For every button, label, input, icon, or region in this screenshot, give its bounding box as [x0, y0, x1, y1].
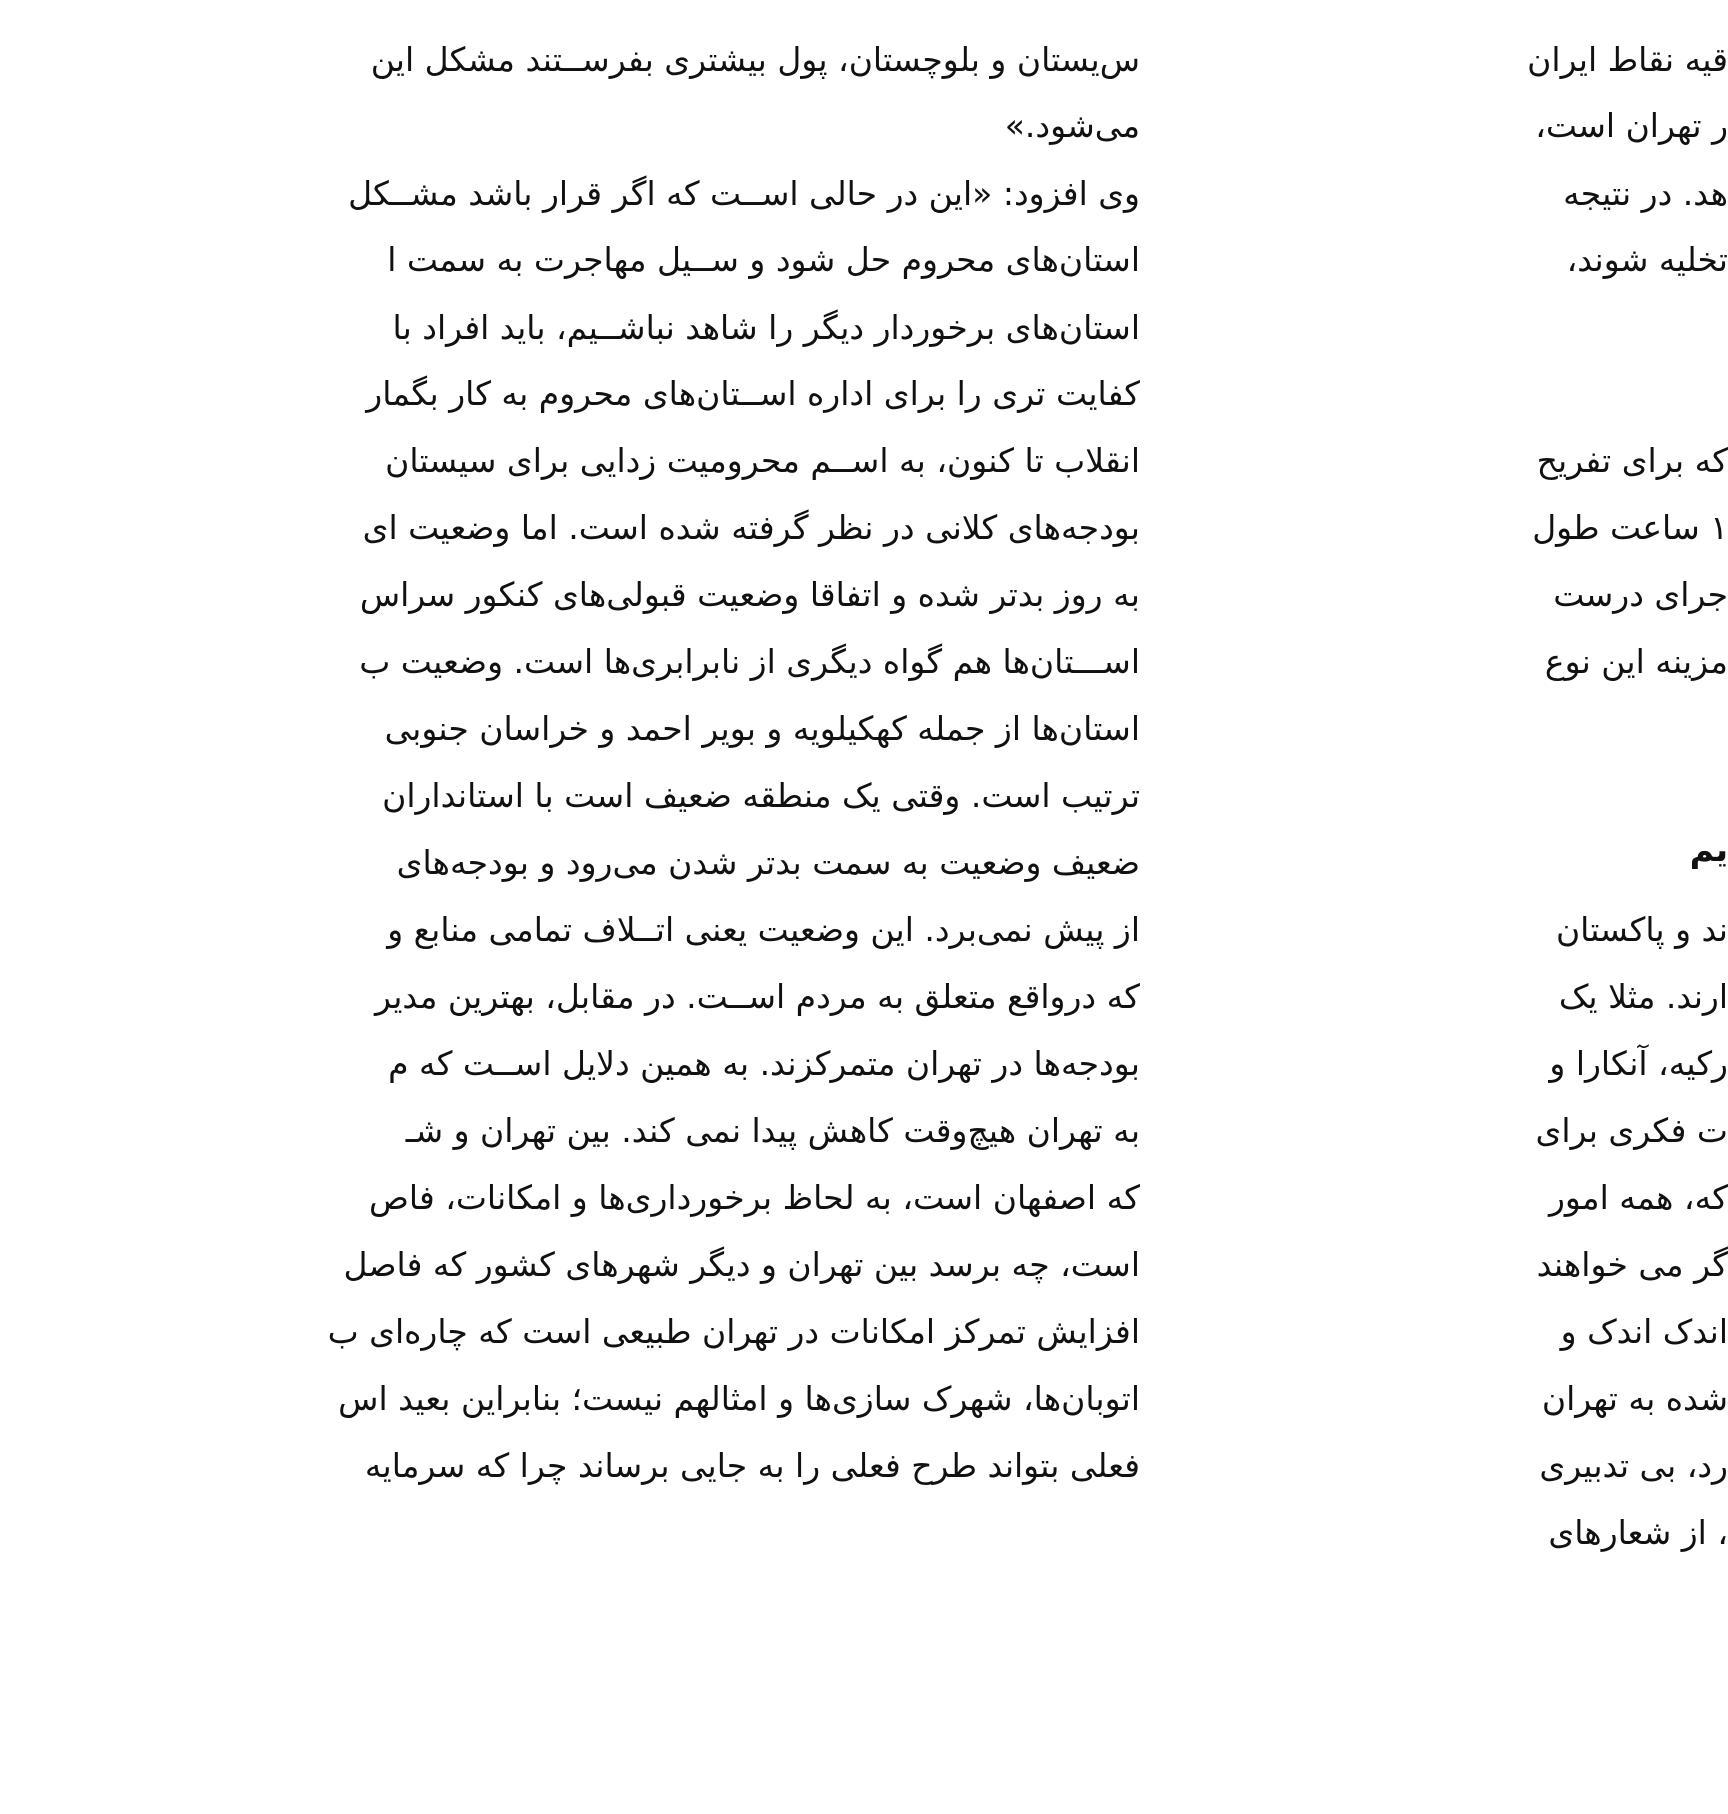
text-line: استان‌ها از جمله کهکیلویه و بویر احمد و خراسان جنوبی [384, 709, 1140, 748]
text-line: افزایش تمرکز امکانات در تهران طبیعی است که چاره‌ای ب [327, 1312, 1140, 1351]
text-line: اتوبان‌ها، شهرک سازی‌ها و امثالهم نیست؛ بنابراین بعید اس [338, 1379, 1140, 1418]
text-line: ضعیف وضعیت به سمت بدتر شدن می‌رود و بودجه‌های [396, 843, 1140, 882]
text-line: که درواقع متعلق به مردم اســت. در مقابل، بهترین مدیر [375, 977, 1140, 1016]
text-line: است، چه برسد بین تهران و دیگر شهرهای کشور که فاصل [343, 1245, 1140, 1284]
text-line: وی افزود: «این در حالی اســت که اگر قرار باشد مشــکل [348, 174, 1140, 213]
text-line: که اصفهان است، به لحاظ برخورداری‌ها و امکانات، فاص [369, 1178, 1140, 1217]
text-line: از پیش نمی‌برد. این وضعیت یعنی اتــلاف تمامی منابع و [387, 910, 1140, 949]
text-line: می‌شود.» [1004, 106, 1140, 145]
text-line: استان‌های محروم حل شود و ســیل مهاجرت به سمت ا [387, 240, 1140, 279]
text-line: ند و پاکستان [1555, 910, 1728, 949]
text-line: ، از شعارهای [1548, 1513, 1728, 1552]
text-line: رکیه، آنکارا و [1549, 1044, 1728, 1083]
text-line: ت فکری برای [1535, 1111, 1728, 1150]
text-line: س‌یستان و بلوچستان، پول بیشتری بفرســتند مشکل این [370, 40, 1140, 79]
text-line: ر تهران است، [1535, 106, 1728, 145]
text-line: قیه نقاط ایران [1527, 40, 1728, 79]
text-line: اســـتان‌ها هم گواه دیگری از نابرابری‌ها است. وضعیت ب [359, 642, 1140, 681]
text-line: کفایت تری را برای اداره اســتان‌های محروم به کار بگمار [366, 374, 1140, 413]
text-line: اندک اندک و [1560, 1312, 1728, 1351]
text-line: رد، بی تدبیری [1539, 1446, 1728, 1485]
text-line: که، همه امور [1548, 1178, 1728, 1217]
text-line: شده به تهران [1541, 1379, 1728, 1418]
text-line: جرای درست [1553, 575, 1728, 614]
text-line: تخلیه شوند، [1566, 240, 1728, 279]
text-line: فعلی بتواند طرح فعلی را به جایی برساند چرا که سرمایه [364, 1446, 1140, 1485]
text-line: هد. در نتیجه [1563, 174, 1728, 213]
text-line: به روز بدتر شده و اتفاقا وضعیت قبولی‌های کنکور سراس [359, 575, 1140, 614]
text-line: انقلاب تا کنون، به اســم محرومیت زدایی برای سیستان [385, 441, 1140, 480]
section-heading: یم [1689, 830, 1728, 869]
text-line: ترتیب است. وقتی یک منطقه ضعیف است با استانداران [382, 776, 1140, 815]
text-line: بودجه‌ها در تهران متمرکزند. به همین دلایل اســت که م [388, 1044, 1140, 1083]
text-line: ۱ ساعت طول [1532, 508, 1728, 547]
text-line: استان‌های برخوردار دیگر را شاهد نباشــیم، باید افراد با [392, 308, 1140, 347]
text-line: مزینه این نوع [1544, 642, 1728, 681]
text-line: بودجه‌های کلانی در نظر گرفته شده است. اما وضعیت ای [362, 508, 1140, 547]
text-line: که برای تفریح [1536, 441, 1728, 480]
text-line: به تهران هیچ‌وقت کاهش پیدا نمی کند. بین تهران و شـ [405, 1111, 1140, 1150]
text-line: گر می خواهند [1536, 1245, 1728, 1284]
text-line: ارند. مثلا یک [1558, 977, 1728, 1016]
